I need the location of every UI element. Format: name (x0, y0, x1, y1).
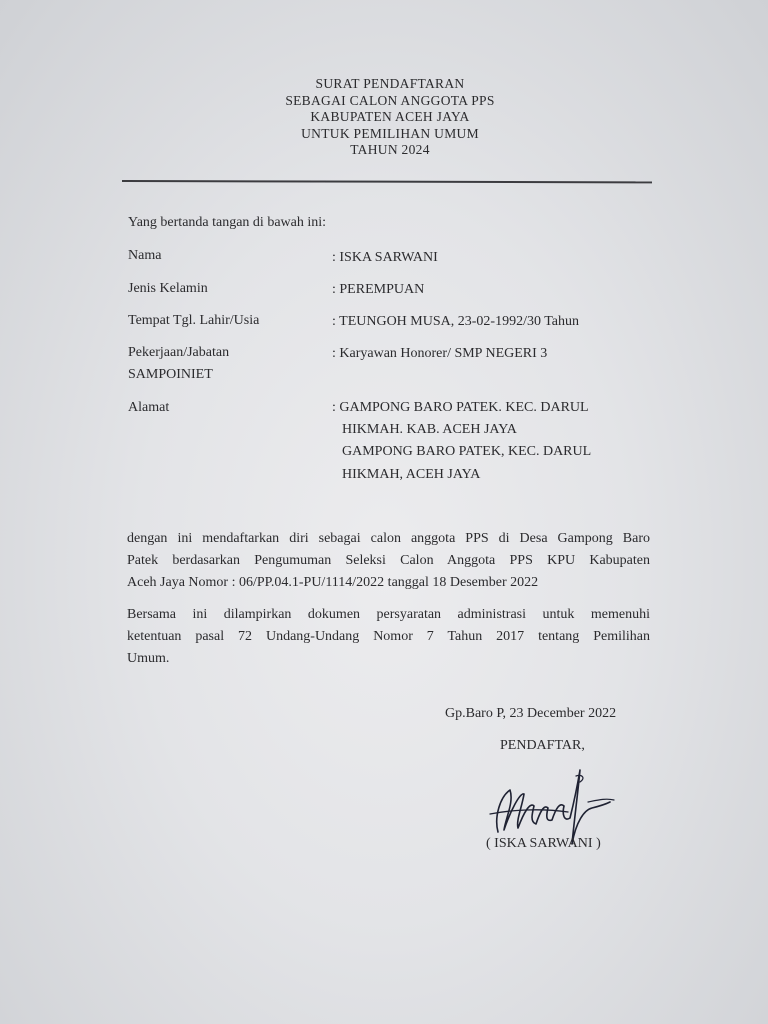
attachment-paragraph (127, 604, 650, 670)
place-date: Gp.Baro P, 23 December 2022 (445, 706, 617, 721)
paragraph-line: ketentuan pasal 72 Undang-Undang Nomor 7 Tahun 2017 tentang Pemilihan (127, 629, 650, 644)
alamat-label: Alamat (128, 400, 170, 415)
jenis-kelamin-value: : PEREMPUAN (332, 282, 425, 297)
header-subtitle: SEBAGAI CALON ANGGOTA PPS (285, 92, 495, 108)
jenis-kelamin-label: Jenis Kelamin (128, 281, 208, 296)
paragraph-line: dengan ini mendaftarkan diri sebagai calon anggota PPS di Desa Gampong Baro (127, 531, 650, 546)
signer-name: ( ISKA SARWANI ) (486, 836, 601, 851)
header-divider (122, 180, 652, 183)
alamat-line: GAMPONG BARO PATEK, KEC. DARUL (342, 444, 592, 459)
alamat-value: : GAMPONG BARO PATEK. KEC. DARUL (332, 400, 589, 415)
intro-text: Yang bertanda tangan di bawah ini: (128, 215, 327, 230)
ttl-label: Tempat Tgl. Lahir/Usia (128, 313, 260, 328)
paragraph-line: Umum. (127, 651, 170, 666)
paragraph-line: Aceh Jaya Nomor : 06/PP.04.1-PU/1114/2022 tanggal 18 Desember 2022 (127, 575, 539, 590)
header-region: KABUPATEN ACEH JAYA (310, 109, 470, 124)
header-year: TAHUN 2024 (350, 142, 430, 157)
paragraph-line: Bersama ini dilampirkan dokumen persyaratan administrasi untuk memenuhi (127, 607, 650, 622)
alamat-line: HIKMAH. KAB. ACEH JAYA (342, 422, 517, 437)
nama-value: : ISKA SARWANI (332, 250, 438, 265)
registrant-role: PENDAFTAR, (500, 738, 585, 753)
document-header (200, 76, 580, 159)
alamat-line: HIKMAH, ACEH JAYA (342, 467, 481, 482)
pekerjaan-value-continued: SAMPOINIET (128, 367, 213, 382)
pekerjaan-value: : Karyawan Honorer/ SMP NEGERI 3 (332, 346, 548, 361)
header-title: SURAT PENDAFTARAN (315, 76, 465, 91)
registration-paragraph (127, 528, 650, 594)
nama-label: Nama (128, 248, 162, 263)
ttl-value: : TEUNGOH MUSA, 23-02-1992/30 Tahun (332, 314, 579, 329)
pekerjaan-label: Pekerjaan/Jabatan (128, 345, 230, 360)
paragraph-line: Patek berdasarkan Pengumuman Seleksi Calon Anggota PPS KPU Kabupaten (127, 553, 650, 568)
header-purpose: UNTUK PEMILIHAN UMUM (301, 125, 479, 141)
